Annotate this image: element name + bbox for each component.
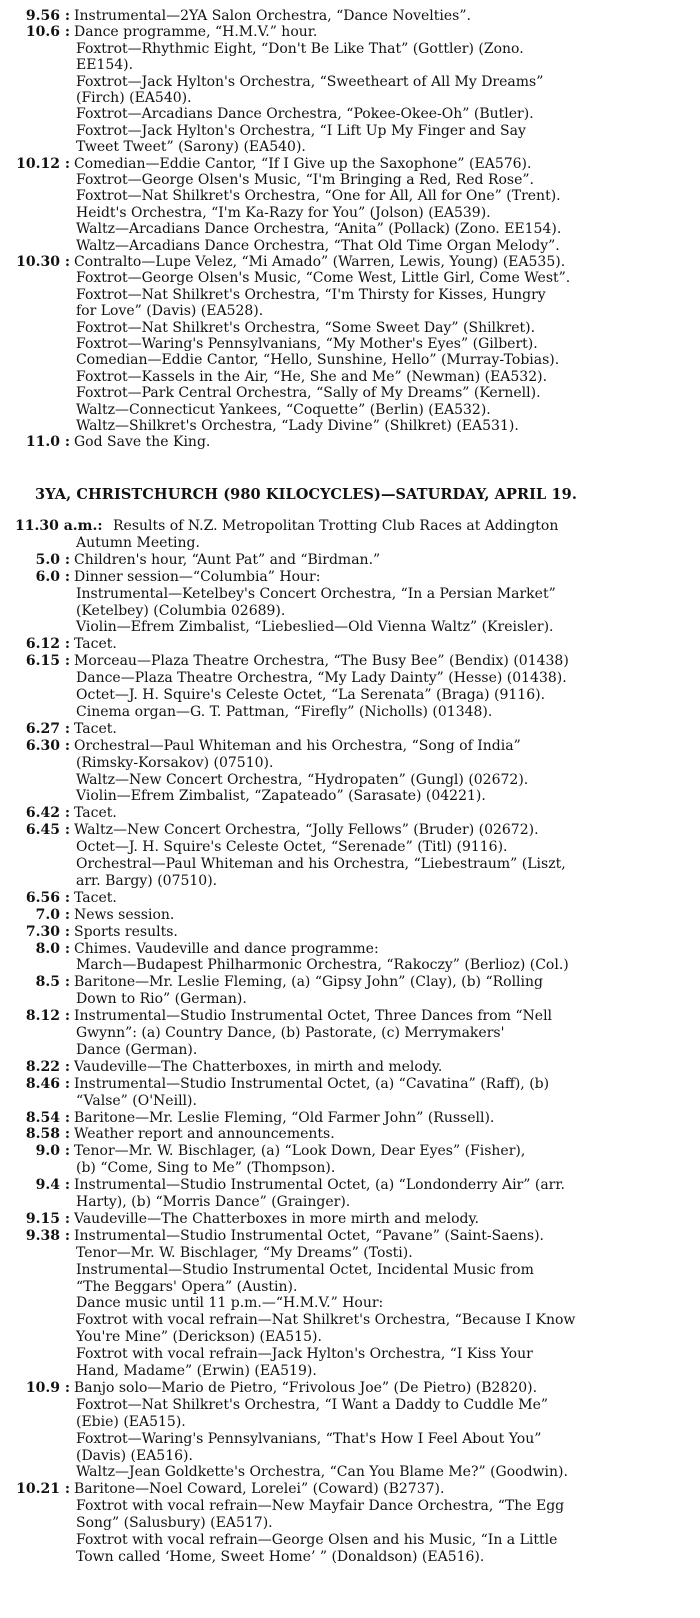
programme-text: Autumn Meeting. [76,534,200,551]
programme-text: “The Beggars' Opera” (Austin). [76,1278,298,1295]
time-label: 8.0 : [35,940,70,957]
time-label: 6.27 : [25,720,70,737]
programme-text: Chimes. Vaudeville and dance programme: [74,940,379,957]
time-label: 11.30 a.m.: [15,518,103,534]
programme-text: Tacet. [74,720,117,737]
time-label: 6.45 : [25,822,70,839]
programme-text: (b) “Come, Sing to Me” (Thompson). [76,1160,336,1177]
programme-text: Tacet. [74,805,117,822]
programme-text: Down to Rio” (German). [76,991,247,1008]
programme-text: Song” (Salusbury) (EA517). [76,1515,273,1532]
programme-text: Results of N.Z. Metropolitan Trotting Club Races at Addington [113,518,559,534]
time-label: 6.42 : [25,805,70,822]
time-label: 10.21 : [16,1481,70,1498]
programme-text: Baritone—Mr. Leslie Fleming, (a) “Gipsy John” (Clay), (b) “Rolling [74,974,543,991]
programme-text: Gwynn”: (a) Country Dance, (b) Pastorate, (c) Merrymakers' [76,1025,505,1041]
time-label: 10.6 : [25,24,70,41]
programme-text: Foxtrot—Park Central Orchestra, “Sally of My Dreams” (Kernell). [76,385,541,402]
time-label: 6.56 : [25,889,70,906]
programme-text: Foxtrot—George Olsen's Music, “Come West, Little Girl, Come West”. [76,270,571,287]
programme-text: Tenor—Mr. W. Bischlager, (a) “Look Down, Dear Eyes” (Fisher), [74,1143,526,1160]
programme-text: Waltz—Arcadians Dance Orchestra, “That Old Time Organ Melody”. [76,237,560,254]
programme-text: Dinner session—“Columbia” Hour: [74,568,321,585]
programme-text: Town called ‘Home, Sweet Home’ ” (Donaldson) (EA516). [76,1548,485,1565]
programme-text: Foxtrot with vocal refrain—George Olsen and his Music, “In a Little [76,1532,558,1548]
programme-text: Hand, Madame” (Erwin) (EA519). [76,1363,317,1379]
programme-text: (Firch) (EA540). [76,90,192,106]
programme-text: Vaudeville—The Chatterboxes, in mirth and melody. [74,1058,443,1075]
programme-text: Waltz—Connecticut Yankees, “Coquette” (Berlin) (EA532). [76,401,491,418]
programme-text: Foxtrot—Arcadians Dance Orchestra, “Pokee-Okee-Oh” (Butler). [76,106,534,123]
programme-text: Waltz—New Concert Orchestra, “Hydropaten” (Gungl) (02672). [76,771,529,788]
programme-text: Dance programme, “H.M.V.” hour. [74,24,318,41]
programme-text: Violin—Efrem Zimbalist, “Liebeslied—Old Vienna Waltz” (Kreisler). [76,619,554,636]
time-label: 11.0 : [25,434,70,451]
time-label: 10.9 : [25,1379,70,1396]
programme-text: March—Budapest Philharmonic Orchestra, “Rakoczy” (Berlioz) (Col.) [76,957,569,974]
programme-text: Violin—Efrem Zimbalist, “Zapateado” (Sarasate) (04221). [76,788,486,805]
programme-text: Foxtrot—Nat Shilkret's Orchestra, “I Want a Daddy to Cuddle Me” [76,1396,549,1413]
programme-text: Baritone—Mr. Leslie Fleming, “Old Farmer John” (Russell). [74,1109,495,1126]
time-label: 9.56 : [25,8,70,24]
programme-text: Tacet. [74,636,117,653]
programme-text: Instrumental—Studio Instrumental Octet, (a) “Cavatina” (Raff), (b) [74,1075,550,1092]
programme-text: Heidt's Orchestra, “I'm Ka-Razy for You” (Jolson) (EA539). [76,204,491,221]
time-label: 9.0 : [35,1143,70,1160]
programme-text: Children's hour, “Aunt Pat” and “Birdman.” [74,551,381,568]
programme-text: Tenor—Mr. W. Bischlager, “My Dreams” (Tosti). [76,1244,413,1261]
programme-text: Foxtrot with vocal refrain—Nat Shilkret's Orchestra, “Because I Know [76,1312,576,1329]
programme-text: Foxtrot—Waring's Pennsylvanians, “That's How I Feel About You” [76,1430,542,1447]
time-label: 8.58 : [25,1126,70,1143]
time-label: 8.22 : [25,1058,70,1075]
programme-text: Foxtrot—Nat Shilkret's Orchestra, “I'm Thirsty for Kisses, Hungry [76,286,546,303]
programme-text: Cinema organ—G. T. Pattman, “Firefly” (Nicholls) (01348). [76,703,493,720]
time-label: 6.12 : [25,636,70,653]
programme-text: Foxtrot—Jack Hylton's Orchestra, “Sweetheart of All My Dreams” [76,73,544,90]
programme-text: Orchestral—Paul Whiteman and his Orchestra, “Song of India” [74,737,521,754]
programme-text: Foxtrot—Nat Shilkret's Orchestra, “One for All, All for One” (Trent). [76,188,561,205]
programme-text: Banjo solo—Mario de Pietro, “Frivolous Joe” (De Pietro) (B2820). [74,1379,538,1396]
time-label: 5.0 : [35,551,70,568]
programme-text: (Ketelbey) (Columbia 02689). [76,602,286,619]
programme-text: Waltz—Arcadians Dance Orchestra, “Anita” (Pollack) (Zono. EE154). [76,221,562,238]
time-label: 9.4 : [35,1177,70,1194]
programme-text: Instrumental—Ketelbey's Concert Orchestra, “In a Persian Market” [76,585,556,602]
programme-text: Foxtrot—Nat Shilkret's Orchestra, “Some Sweet Day” (Shilkret). [76,319,536,336]
programme-text: “Valse” (O'Neill). [76,1092,197,1109]
time-label: 7.30 : [25,923,70,940]
programme-text: Waltz—New Concert Orchestra, “Jolly Fellows” (Bruder) (02672). [74,822,539,839]
programme-text: Octet—J. H. Squire's Celeste Octet, “Serenade” (Titl) (9116). [76,839,508,856]
programme-text: Dance (German). [76,1041,198,1058]
programme-text: Sports results. [74,923,178,940]
programme-text: for Love” (Davis) (EA528). [76,303,264,320]
programme-text: (Ebie) (EA515). [76,1413,186,1430]
time-label: 9.15 : [25,1210,70,1227]
programme-text: Foxtrot—Jack Hylton's Orchestra, “I Lift Up My Finger and Say [76,122,526,139]
programme-text: Foxtrot—George Olsen's Music, “I'm Bringing a Red, Red Rose”. [76,172,534,188]
time-label: 8.5 : [35,974,70,991]
programme-text: Contralto—Lupe Velez, “Mi Amado” (Warren, Lewis, Young) (EA535). [74,254,566,270]
programme-text: You're Mine” (Derickson) (EA515). [76,1329,322,1346]
time-label: 6.30 : [25,737,70,754]
programme-text: Weather report and announcements. [74,1126,335,1143]
programme-text: Vaudeville—The Chatterboxes in more mirth and melody. [74,1210,479,1227]
programme-text: Instrumental—2YA Salon Orchestra, “Dance Novelties”. [74,8,471,24]
programme-text: Instrumental—Studio Instrumental Octet, “Pavane” (Saint-Saens). [74,1227,544,1244]
programme-text: Orchestral—Paul Whiteman and his Orchestra, “Liebestraum” (Liszt, [76,856,566,872]
station-heading: 3YA, CHRISTCHURCH (980 KILOCYCLES)—SATURDAY, APRIL 19. [35,486,578,503]
time-label: 6.0 : [35,568,70,585]
programme-text: Comedian—Eddie Cantor, “If I Give up the Saxophone” (EA576). [74,155,532,172]
programme-text: Octet—J. H. Squire's Celeste Octet, “La Serenata” (Braga) (9116). [76,687,546,703]
programme-text: Instrumental—Studio Instrumental Octet, Incidental Music from [76,1261,534,1278]
programme-text: Foxtrot—Rhythmic Eight, “Don't Be Like That” (Gottler) (Zono. [76,40,524,57]
programme-text: Dance music until 11 p.m.—“H.M.V.” Hour: [76,1295,384,1312]
programme-text: Harty), (b) “Morris Dance” (Grainger). [76,1194,351,1210]
time-label: 8.12 : [25,1008,70,1025]
time-label: 9.38 : [25,1227,70,1244]
programme-text: Morceau—Plaza Theatre Orchestra, “The Busy Bee” (Bendix) (01438) [74,653,569,670]
time-label: 7.0 : [35,906,70,923]
programme-text: EE154). [76,57,134,74]
programme-text: God Save the King. [74,434,211,451]
programme-text: arr. Bargy) (07510). [76,872,218,889]
programme-text: Waltz—Jean Goldkette's Orchestra, “Can You Blame Me?” (Goodwin). [76,1464,568,1481]
time-label: 10.30 : [16,254,70,270]
time-label: 10.12 : [16,155,70,172]
programme-text: Baritone—Noel Coward, Lorelei” (Coward) (B2737). [74,1481,445,1498]
programme-text: Dance—Plaza Theatre Orchestra, “My Lady Dainty” (Hesse) (01438). [76,670,567,687]
programme-text: Tacet. [74,889,117,906]
programme-text: News session. [74,906,175,923]
programme-text: Instrumental—Studio Instrumental Octet, (a) “Londonderry Air” (arr. [74,1177,565,1194]
time-label: 8.54 : [25,1109,70,1126]
programme-text: (Davis) (EA516). [76,1447,193,1464]
programme-text: Foxtrot—Kassels in the Air, “He, She and Me” (Newman) (EA532). [76,368,548,385]
programme-text: Tweet Tweet” (Sarony) (EA540). [76,139,306,156]
programme-text: Waltz—Shilkret's Orchestra, “Lady Divine” (Shilkret) (EA531). [76,418,519,434]
programme-text: (Rimsky-Korsakov) (07510). [76,754,274,771]
time-label: 8.46 : [25,1075,70,1092]
programme-text: Comedian—Eddie Cantor, “Hello, Sunshine, Hello” (Murray-Tobias). [76,352,560,369]
time-label: 6.15 : [25,653,70,670]
programme-text: Foxtrot with vocal refrain—Jack Hylton's Orchestra, “I Kiss Your [76,1346,533,1363]
programme-text: Foxtrot with vocal refrain—New Mayfair Dance Orchestra, “The Egg [76,1498,565,1515]
programme-text: Instrumental—Studio Instrumental Octet, Three Dances from “Nell [74,1008,553,1025]
programme-text: Foxtrot—Waring's Pennsylvanians, “My Mother's Eyes” (Gilbert). [76,336,538,352]
